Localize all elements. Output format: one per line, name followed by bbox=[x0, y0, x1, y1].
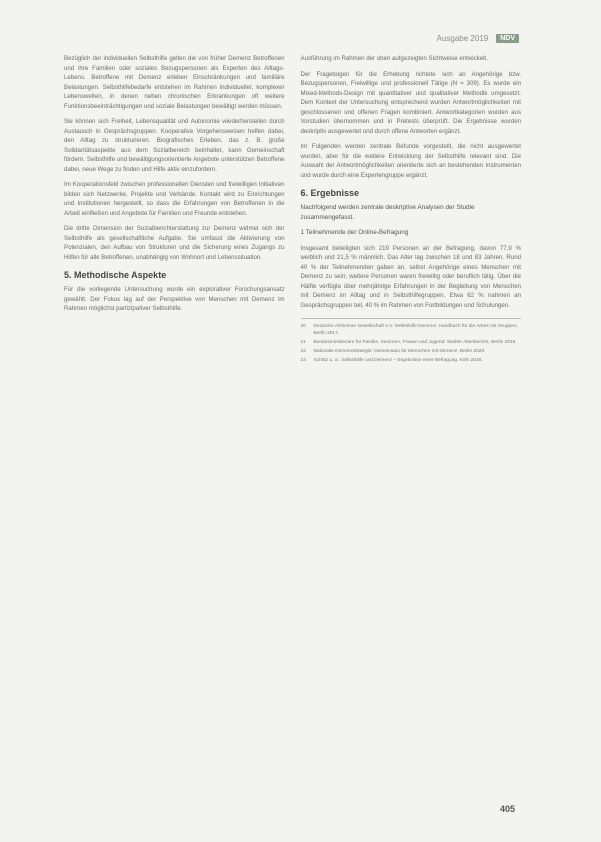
section-subtitle: Nachfolgend werden zentrale deskriptive Analysen der Studie zusammengefasst. bbox=[300, 204, 475, 221]
page-number: 405 bbox=[499, 804, 515, 814]
results-subheading: 1 Teilnehmende der Online-Befragung bbox=[300, 229, 409, 236]
section-heading: 5. Methodische Aspekte bbox=[64, 270, 167, 280]
paragraph: Im Folgenden werden zentrale Befunde vorgestellt, die nicht ausgewertet wurden, aber für die weitere Entwicklung der Selbsthilfe relevant sind. Die Auswahl der Antwortmöglichkeiten orientierte sich an bestehenden Instrumenten und wurde durch eine Expertengruppe ergänzt. bbox=[300, 143, 521, 179]
section-heading: 6. Ergebnisse bbox=[300, 188, 360, 198]
footnote-text: Schütz u. a.: Selbsthilfe und Demenz – Ergebnisse einer Befragung, Köln 2018. bbox=[313, 358, 483, 363]
footnote bbox=[301, 323, 522, 337]
footnote bbox=[301, 339, 522, 346]
footnote-number: 22 bbox=[300, 349, 306, 354]
paragraph: Sie können sich Freiheit, Lebensqualität und Autonomie wiederherstellen durch Austausch in Gesprächsgruppen. Kooperative Vorgehensweisen helfen dabei, den Alltag zu strukturieren. Biografisches Erleben, das z. B. große Solidaritätsaspekte aus dem Sozialbereich beinhaltet, kann Gemeinschaft fördern. Selbsthilfe und bewältigungsorientierte Angebote unterstützen Betroffene dabei, neue Wege zu finden und Hilfe aktiv einzufordern. bbox=[64, 118, 285, 173]
footnote-text: Deutsche Alzheimer Gesellschaft e.V. Selbsthilfe Demenz: Handbuch für die Arbeit mit Gruppen, Berlin 2017. bbox=[313, 324, 518, 336]
footnotes bbox=[301, 318, 522, 364]
footnote-number: 23 bbox=[300, 358, 306, 363]
footnote-number: 21 bbox=[300, 340, 306, 345]
footnote bbox=[301, 348, 522, 355]
journal-logo: NDV bbox=[496, 34, 519, 43]
paragraph: Bezüglich der individuellen Selbsthilfe gelten die von früher Demenz Betroffenen und ihre Familien oder soziales Bezugspersonen als Experten des Alltags-Lebens. Betroffene mit Demenz erleben Einschränkungen und familiäre Belastungen. Selbsthilfebedarfe entstehen im Rahmen individueller, komplexer Lebenswelten, in denen neben chronischen Erkrankungen oft weitere Funktionsbeeinträchtigungen und soziale Belastungen bewältigt werden müssen. bbox=[64, 55, 285, 110]
paragraph: Insgesamt beteiligten sich 219 Personen an der Befragung, davon 77,9 % weiblich und 21,5 % männlich. Das Alter lag zwischen 18 und 83 Jahren. Rund 40 % der Teilnehmenden gaben an, selbst Angehörige eines Menschen mit Demenz zu sein; weitere Personen waren freiwillig oder beruflich tätig. Über die Hälfte verfügte über mehrjährige Erfahrungen in der Begleitung von Menschen mit Demenz im Alltag und in Selbsthilfegruppen. Etwa 62 % nahmen an Gesprächsgruppen teil, 40 % im Rahmen von Fortbildungen und Schulungen. bbox=[300, 244, 521, 309]
footnote-number: 20 bbox=[300, 324, 306, 329]
issue-label: Ausgabe 2019 bbox=[436, 34, 489, 43]
left-column bbox=[64, 54, 285, 366]
paragraph: Die dritte Dimension der Sozialberichterstattung zur Demenz widmet sich der Selbsthilfe als gesellschaftliche Aufgabe. Sie umfasst die Aktivierung von Potenzialen, den Aufbau von Strukturen und die Sicherung eines Zugangs zu Hilfen für alle Betroffenen, unabhängig von Wohnort und Lebenssituation. bbox=[64, 225, 285, 261]
footnote-text: Nationale Demenzstrategie: Gemeinsam für Menschen mit Demenz, Berlin 2020. bbox=[313, 349, 486, 354]
right-column bbox=[301, 54, 522, 366]
paragraph: Der Fragebogen für die Erhebung richtete sich an Angehörige bzw. Bezugspersonen, Freiwillige und professionell Tätige (N = 309). Es wurde ein Mixed-Methods-Design mit quantitativer und qualitativer Methodik umgesetzt. Dem Kontext der Untersuchung entsprechend wurden Antwortmöglichkeiten mit geschlossenen und offenen Fragen kombiniert. Antwortkategorien wurden aus Vorstudien übernommen und in Pretests überprüft. Die Ergebnisse wurden deskriptiv ausgewertet und durch offene Antworten ergänzt. bbox=[300, 70, 521, 135]
paragraph: Für die vorliegende Untersuchung wurde ein explorativer Forschungsansatz gewählt. Der Fokus lag auf der Perspektive von Menschen mit Demenz im Rahmen möglichst partizipativer Selbsthilfe. bbox=[64, 286, 285, 312]
running-header bbox=[437, 34, 519, 43]
paragraph: Ausführung im Rahmen der oben aufgezeigten Sichtweise entwickelt. bbox=[300, 55, 488, 62]
footnote-text: Bundesministerium für Familie, Senioren, Frauen und Jugend: Siebter Altenbericht, Berlin 2016. bbox=[313, 340, 517, 345]
paragraph: Im Kooperationsfeld zwischen professionellen Diensten und freiwilligen Initiativen bilden sich Netzwerke, Projekte und Verbände. Kontakt wird zu Einrichtungen und Institutionen hergestellt, so dass die Erfahrungen von Betroffenen in die Arbeit einfließen und Angebote für Familien und Freunde entstehen. bbox=[64, 181, 285, 217]
footnote bbox=[301, 357, 522, 364]
two-column-body bbox=[64, 54, 521, 366]
